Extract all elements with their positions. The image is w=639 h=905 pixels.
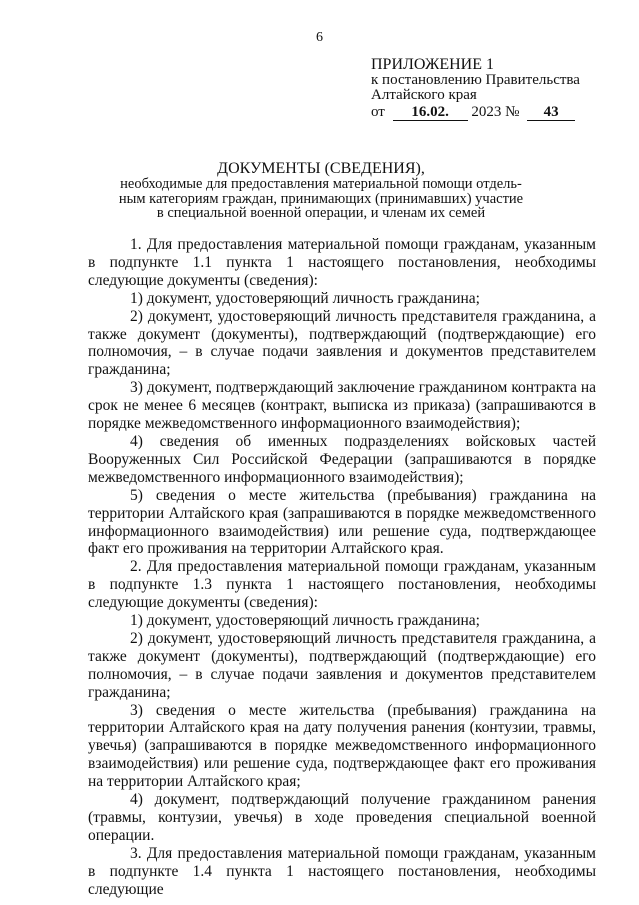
paragraph: 2) документ, удостоверяющий личность представителя гражданина, а также документ (документы), подтверждающий (подтверждающие) его полномочия, – в случае подачи заявления и документов представителем гражданина; [88, 629, 596, 701]
resolution-date: 16.02. [393, 105, 468, 121]
appendix-title: ПРИЛОЖЕНИЕ 1 [371, 56, 495, 73]
resolution-number: 43 [527, 105, 575, 121]
paragraph: 3) документ, подтверждающий заключение гражданином контракта на срок не менее 6 месяцев (контракт, выписка из приказа) (запрашиваются в порядке межведомственного информационного взаимодействия); [88, 379, 596, 433]
document-title-main: ДОКУМЕНТЫ (СВЕДЕНИЯ), [217, 160, 425, 177]
appendix-block [371, 56, 580, 121]
year-number-label: 2023 № [471, 104, 520, 120]
page-number: 6 [316, 30, 323, 45]
appendix-line-2: Алтайского края [371, 87, 477, 103]
document-title-sub-1: необходимые для предоставления материальной помощи отдель- [120, 176, 522, 192]
paragraph: 2) документ, удостоверяющий личность представителя гражданина, а также документ (документы), подтверждающий (подтверждающие) его полномочия, – в случае подачи заявления и документов представителем гражданина; [88, 307, 596, 379]
paragraph: 1) документ, удостоверяющий личность гражданина; [130, 289, 480, 307]
paragraph: 4) документ, подтверждающий получение гражданином ранения (травмы, контузии, увечья) в ходе проведения специальной военной операции. [88, 791, 596, 844]
paragraph: 3) сведения о месте жительства (пребывания) гражданина на территории Алтайского края на дату получения ранения (контузии, травмы, увечья) (запрашиваются в порядке межведомственного информационного взаимодействия) или решение суда, подтверждающее факт его проживания на территории Алтайского края; [88, 701, 596, 791]
paragraph: 2. Для предоставления материальной помощи гражданам, указанным в подпункте 1.3 пункта 1 настоящего постановления, необходимы следующие документы (сведения): [88, 558, 596, 612]
document-title [100, 160, 542, 221]
paragraph: 5) сведения о месте жительства (пребывания) гражданина на территории Алтайского края (запрашиваются в порядке межведомственного информационного взаимодействия) или решение суда, подтверждающее факт его проживания на территории Алтайского края. [88, 486, 596, 558]
appendix-date-line [371, 105, 580, 121]
paragraph: 1) документ, удостоверяющий личность гражданина; [130, 612, 480, 630]
appendix-line-1: к постановлению Правительства [371, 72, 580, 88]
document-body [88, 236, 596, 899]
paragraph: 1. Для предоставления материальной помощи гражданам, указанным в подпункте 1.1 пункта 1 настоящего постановления, необходимы следующие документы (сведения): [88, 236, 596, 289]
paragraph: 4) сведения об именных подразделениях войсковых частей Вооруженных Сил Российской Федерации (запрашиваются в порядке межведомственного информационного взаимодействия); [88, 432, 596, 486]
paragraph: 3. Для предоставления материальной помощи гражданам, указанным в подпункте 1.4 пункта 1 настоящего постановления, необходимы следующие [88, 844, 596, 898]
document-title-sub-2: ным категориям граждан, принимающих (принимавших) участие [118, 190, 524, 207]
date-prefix: от [371, 104, 385, 120]
document-title-sub-3: в специальной военной операции, и членам их семей [156, 205, 486, 221]
